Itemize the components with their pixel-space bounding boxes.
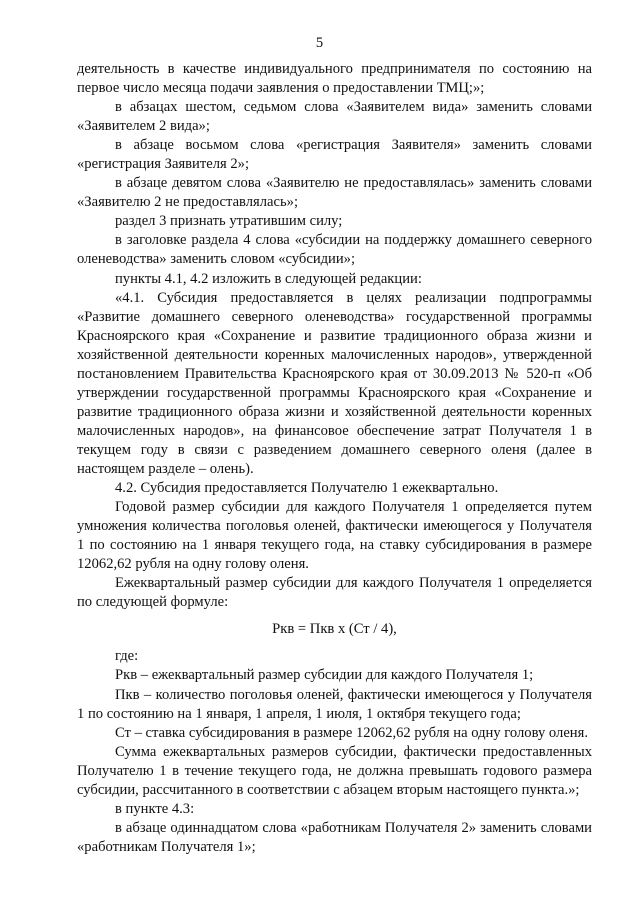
- paragraph-point-4-2: 4.2. Субсидия предоставляется Получателю 1 ежеквартально.: [115, 480, 499, 497]
- paragraph-points-intro: пункты 4.1, 4.2 изложить в следующей редакции:: [115, 270, 422, 287]
- paragraph-section-3-void: раздел 3 признать утратившим силу;: [115, 213, 343, 230]
- paragraph-amendment-11: в абзаце одиннадцатом слова «работникам Получателя 2» заменить словами «работникам Получателя 1»;: [77, 819, 592, 855]
- paragraph-amendment-9: в абзаце девятом слова «Заявителю не предоставлялась» заменить словами «Заявителю 2 не предоставлялась»;: [77, 175, 592, 211]
- paragraph-def-pkv: Пкв – количество поголовья оленей, фактически имеющегося у Получателя 1 по состоянию на 1 января, 1 апреля, 1 июля, 1 октября текущего года;: [77, 686, 592, 722]
- paragraph-continuation: деятельность в качестве индивидуального предпринимателя по состоянию на первое число месяца подачи заявления о предоставлении ТМЦ;»;: [77, 61, 592, 97]
- document-body: [77, 60, 592, 857]
- paragraph-sum-limit: Сумма ежеквартальных размеров субсидии, фактически предоставленных Получателю 1 в течение текущего года, не должна превышать годового размера субсидии, рассчитанного в соответствии с абзацем вторым настоящего пункта.»;: [77, 743, 592, 798]
- paragraph-where: где:: [115, 648, 139, 665]
- paragraph-section-4-title: в заголовке раздела 4 слова «субсидии на поддержку домашнего северного оленеводства» заменить словом «субсидии»;: [77, 232, 592, 268]
- paragraph-def-st: Ст – ставка субсидирования в размере 12062,62 рубля на одну голову оленя.: [115, 724, 588, 741]
- paragraph-annual-amount: Годовой размер субсидии для каждого Получателя 1 определяется путем умножения количества поголовья оленей, фактически имеющегося у Получателя 1 по состоянию на 1 января текущего года, на ставку субсидирования в размере 12062,62 рубля на одну голову оленя.: [77, 499, 592, 573]
- formula: Ркв = Пкв х (Ст / 4),: [272, 621, 397, 638]
- paragraph-point-4-1: «4.1. Субсидия предоставляется в целях реализации подпрограммы «Развитие домашнего северного оленеводства» государственной программы Красноярского края «Сохранение и развитие традиционного образа жизни и хозяйственной деятельности коренных малочисленных народов», утвержденной постановлением Правительства Красноярского края от 30.09.2013 № 520-п «Об утверждении государственной программы Красноярского края «Сохранение и развитие традиционного образа жизни и хозяйственной деятельности коренных малочисленных народов», на финансовое обеспечение затрат Получателя 1 в текущем году в связи с разведением домашнего северного оленя (далее в настоящем разделе – олень).: [77, 289, 592, 477]
- paragraph-def-rkv: Ркв – ежеквартальный размер субсидии для каждого Получателя 1;: [115, 667, 534, 684]
- paragraph-quarterly-amount: Ежеквартальный размер субсидии для каждого Получателя 1 определяется по следующей формуле:: [77, 575, 592, 611]
- paragraph-amendment-8: в абзаце восьмом слова «регистрация Заявителя» заменить словами «регистрация Заявителя 2»;: [77, 137, 592, 173]
- paragraph-point-4-3: в пункте 4.3:: [115, 800, 195, 817]
- paragraph-amendment-6-7: в абзацах шестом, седьмом слова «Заявителем вида» заменить словами «Заявителем 2 вида»;: [77, 99, 592, 135]
- page-number: 5: [315, 35, 324, 51]
